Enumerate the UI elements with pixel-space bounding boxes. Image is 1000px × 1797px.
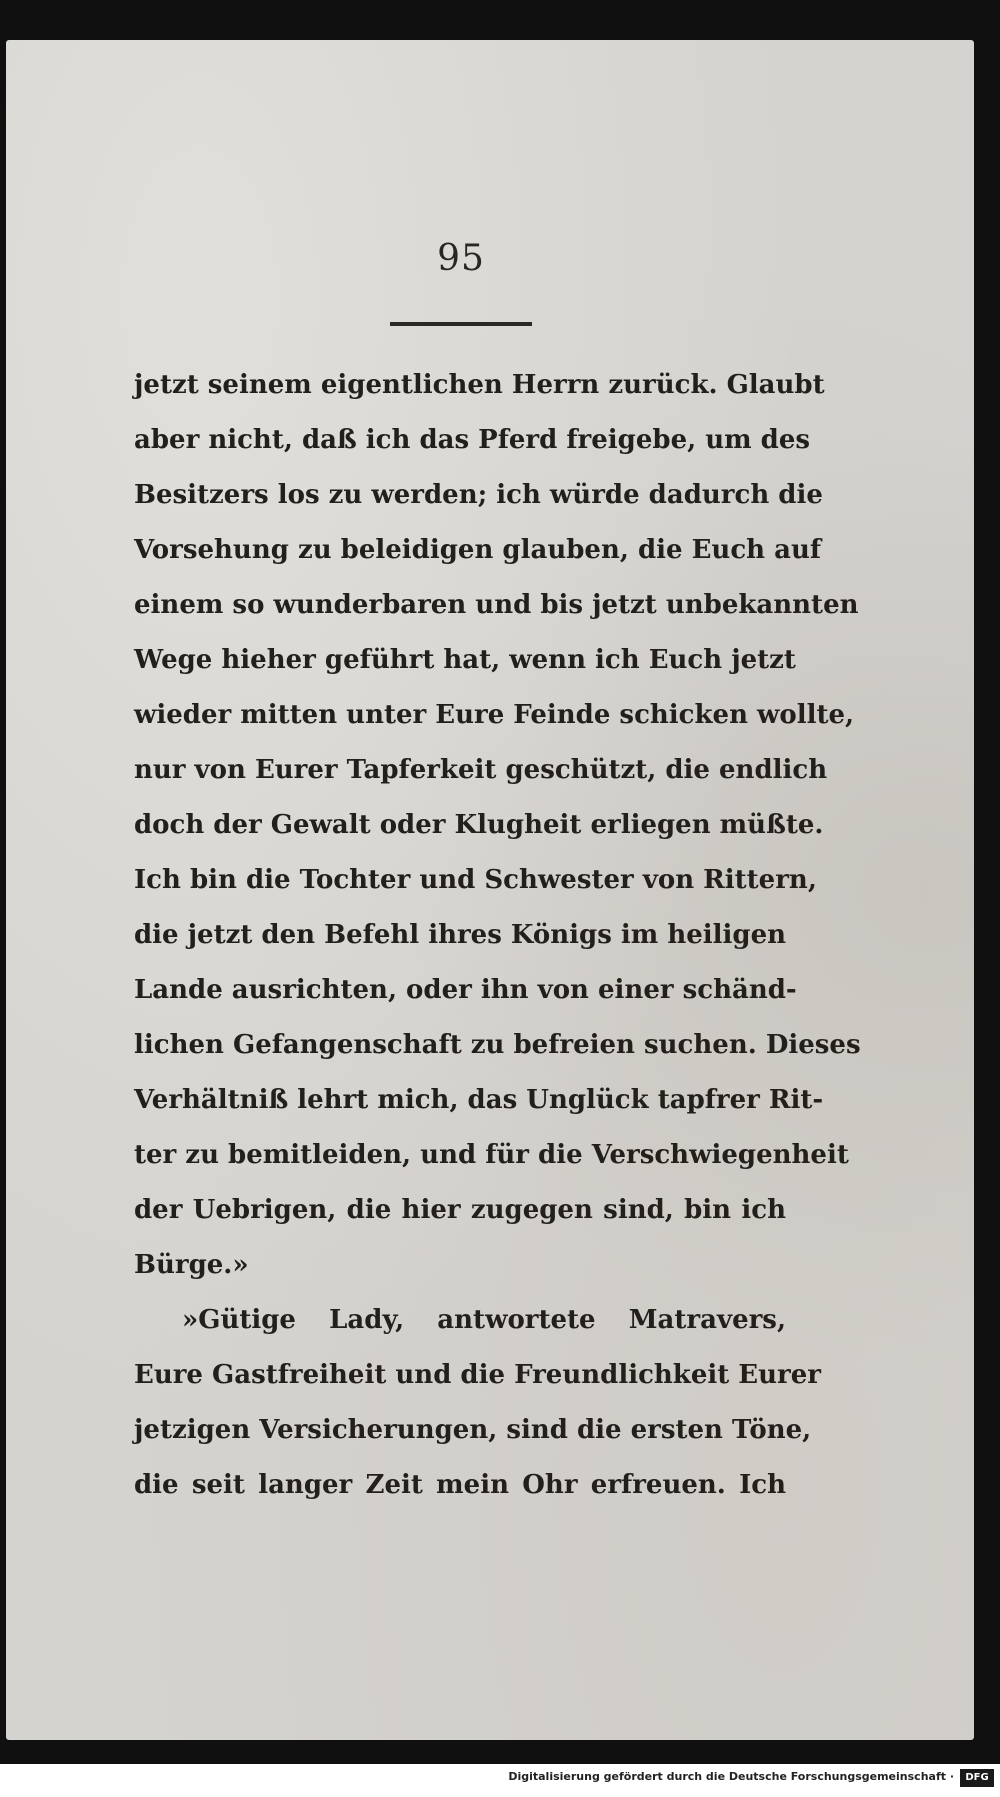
text-line: aber nicht, daß ich das Pferd freigebe, um des — [134, 425, 811, 455]
header-rule — [390, 322, 532, 326]
text-line: nur von Eurer Tapferkeit geschützt, die endlich — [134, 755, 828, 785]
text-line: doch der Gewalt oder Klugheit erliegen müßte. — [134, 810, 824, 840]
page-number: 95 — [437, 238, 485, 279]
text-line: einem so wunderbaren und bis jetzt unbekannten — [134, 590, 859, 620]
text-line: wieder mitten unter Eure Feinde schicken wollte, — [134, 700, 855, 730]
text-line: die jetzt den Befehl ihres Königs im heiligen — [134, 920, 787, 950]
dfg-logo: DFG — [960, 1769, 994, 1787]
text-line: Ich bin die Tochter und Schwester von Rittern, — [134, 865, 817, 895]
text-line: Vorsehung zu beleidigen glauben, die Euch auf — [134, 535, 822, 565]
text-line: der Uebrigen, die hier zugegen sind, bin ich — [134, 1195, 786, 1225]
text-line: Besitzers los zu werden; ich würde dadurch die — [134, 480, 823, 510]
text-line: jetzigen Versicherungen, sind die ersten Töne, — [134, 1415, 812, 1445]
text-line: ter zu bemitleiden, und für die Verschwiegenheit — [134, 1140, 849, 1170]
text-line: »Gütige Lady, antwortete Matravers, — [182, 1305, 786, 1335]
text-line: jetzt seinem eigentlichen Herrn zurück. Glaubt — [134, 370, 825, 400]
text-line: Wege hieher geführt hat, wenn ich Euch jetzt — [134, 645, 796, 675]
text-line: die seit langer Zeit mein Ohr erfreuen. Ich — [134, 1470, 786, 1500]
footer-bar — [0, 1764, 1000, 1797]
text-line: Bürge.» — [134, 1250, 249, 1280]
text-line: Eure Gastfreiheit und die Freundlichkeit Eurer — [134, 1360, 821, 1390]
text-line: lichen Gefangenschaft zu befreien suchen. Dieses — [134, 1030, 861, 1060]
text-line: Verhältniß lehrt mich, das Unglück tapfrer Rit- — [134, 1085, 824, 1115]
body-text — [134, 358, 861, 1513]
funding-credit: Digitalisierung gefördert durch die Deutsche Forschungsgemeinschaft · — [508, 1770, 954, 1783]
book-page — [6, 40, 974, 1740]
text-line: Lande ausrichten, oder ihn von einer schänd- — [134, 975, 797, 1005]
